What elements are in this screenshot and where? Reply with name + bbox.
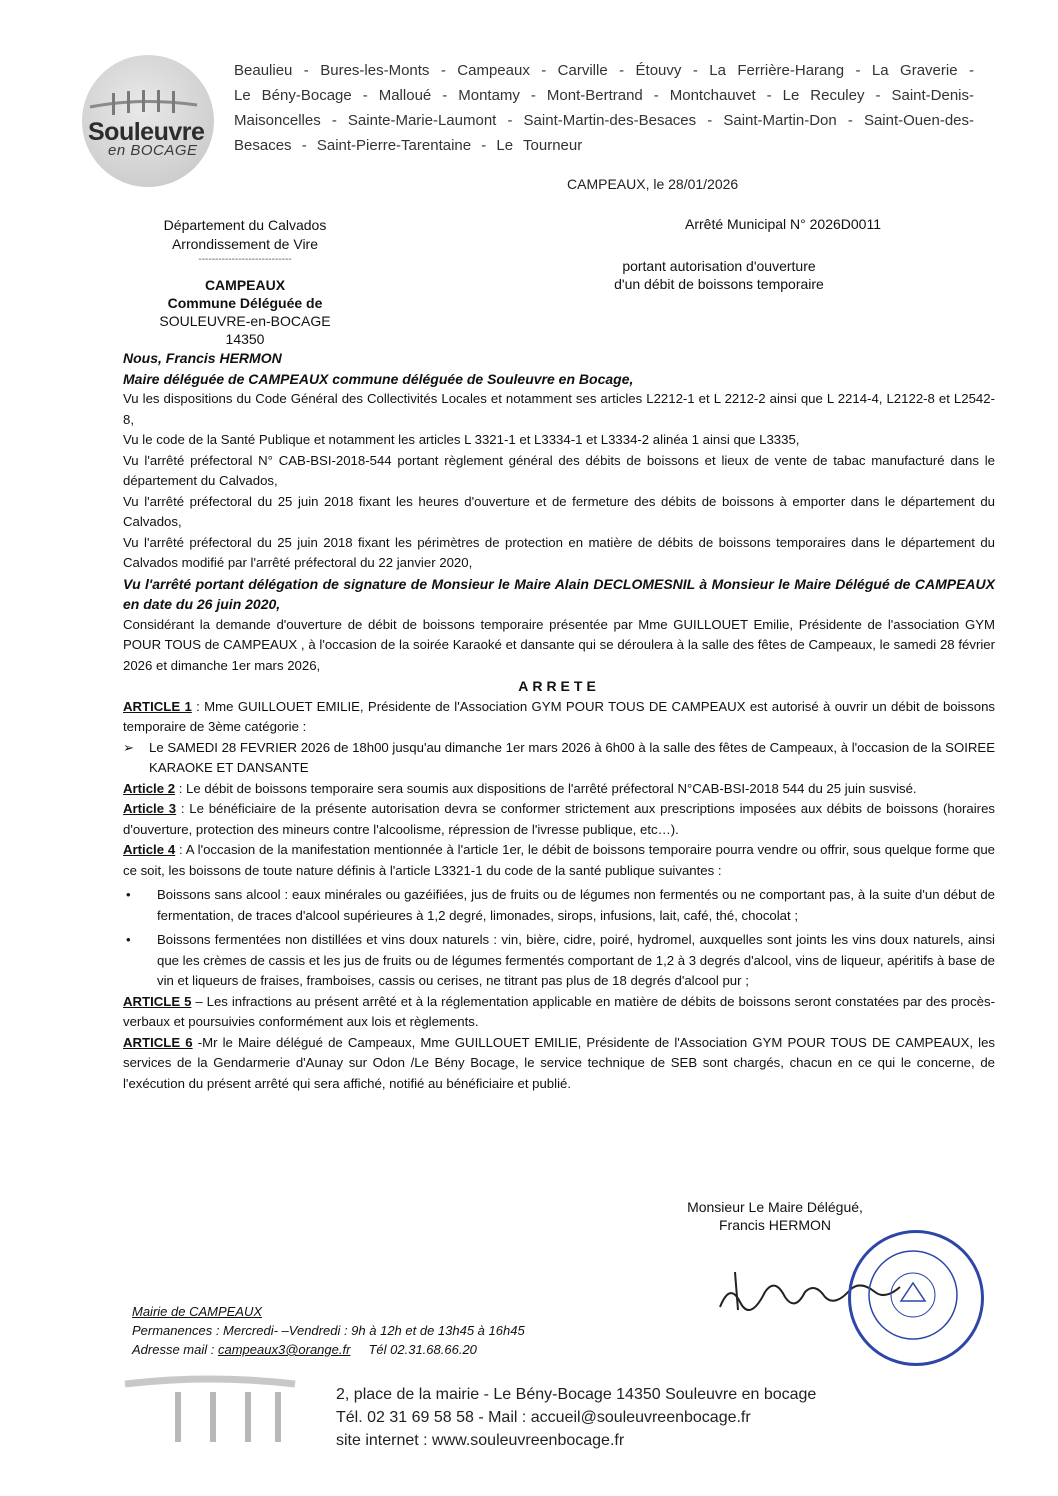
signature-block [655,1198,895,1234]
document-date: CAMPEAUX, le 28/01/2026 [567,176,739,192]
article-2-label: Article 2 [123,780,176,796]
vu-5: Vu l'arrêté préfectoral du 25 juin 2018 fixant les périmètres de protection en matière de débits de boissons temporaires dans le département du Calvados modifié par l'arrêté préfectoral du 22 janvier 2020, [123,534,995,570]
logo-text-bocage: en BOCAGE [108,142,198,159]
arrete-title: ARRETE [518,678,600,694]
official-stamp [848,1230,984,1366]
article-6-text: -Mr le Maire délégué de Campeaux, Mme GUILLOUET EMILIE, Présidente de l'Association GYM POUR TOUS DE CAMPEAUX, les services de la Gendarmerie d'Aunay sur Odon /Le Bény Bocage, le service technique de SEB sont chargés, chacun en ce qui le concerne, de l'exécution du présent arrêté qui sera affiché, notifié au bénéficiaire et publié. [123,1034,996,1091]
postal-code: 14350 [225,331,265,347]
arrow-icon: ➢ [123,739,135,755]
mail-line [132,1340,525,1359]
article-1-item [123,738,995,779]
logo-text-souleuvre: Souleuvre [88,118,205,146]
arrete-subject-line2: d'un débit de boissons temporaire [614,276,824,292]
article-4-bullet-2 [123,930,995,992]
permanences-label: Permanences : [132,1323,224,1338]
nous-line: Nous, Francis HERMON [123,350,282,366]
bullet-icon: • [126,887,131,902]
article-3 [123,799,995,840]
article-6-label: ARTICLE 6 [123,1034,193,1050]
vu-4: Vu l'arrêté préfectoral du 25 juin 2018 fixant les heures d'ouverture et de fermeture des débits de boissons à emporter dans le département du Calvados, [123,493,995,529]
mairie-info [132,1302,525,1359]
footer-address: 2, place de la mairie - Le Bény-Bocage 14350 Souleuvre en bocage [336,1386,817,1403]
mail-link[interactable]: campeaux3@orange.fr [217,1342,351,1357]
arrondissement-name: Arrondissement de Vire [171,236,319,252]
mairie-tel: Tél 02.31.68.66.20 [368,1342,477,1357]
article-1-text: : Mme GUILLOUET EMILIE, Présidente de l'Association GYM POUR TOUS DE CAMPEAUX est autorisé à ouvrir un débit de boissons temporaire de 3ème catégorie : [123,698,996,734]
article-4 [123,840,995,881]
souleuvre-name: SOULEUVRE-en-BOCAGE [159,313,331,329]
department-block [140,216,350,266]
communes-list: Beaulieu - Bures-les-Monts - Campeaux - Carville - Étouvy - La Ferrière-Harang - La Graverie - Le Bény-Bocage - Malloué - Montamy - Mont-Bertrand - Montchauvet - Le Reculey - Saint-Denis-Maisoncelles - Sainte-Marie-Laumont - Saint-Martin-des-Besaces - Saint-Martin-Don - Saint-Ouen-des-Besaces - Saint-Pierre-Tarentaine - Le Tourneur [234,62,974,154]
footer-address-block [336,1383,816,1452]
article-4-bullet-1-text: Boissons sans alcool : eaux minérales ou gazéifiées, jus de fruits ou de légumes non fermentés ou ne comportant pas, à la suite d'un début de fermentation, de traces d'alcool supérieures à 1,2 degré, limonades, sirops, infusions, lait, café, thé, chocolat ; [157,887,995,923]
article-1-item-text: Le SAMEDI 28 FEVRIER 2026 de 18h00 jusqu'au dimanche 1er mars 2026 à 6h00 à la salle des fêtes de Campeaux, à l'occasion de la SOIREE KARAOKE ET DANSANTE [149,739,995,775]
commune-name: CAMPEAUX [204,277,286,293]
arrete-subject [594,257,844,293]
footer-contact: Tél. 02 31 69 58 58 - Mail : accueil@souleuvreenbocage.fr [336,1409,751,1426]
stamp-seal-icon [851,1233,981,1363]
article-4-bullet-2-text: Boissons fermentées non distillées et vins doux naturels : vin, bière, cidre, poiré, hydromel, auxquelles sont joints les vins doux naturels, ainsi que les crèmes de cassis et les jus de fruits ou de légumes fermentés comportant de 1,2 à 3 degrés d'alcool, vins de liqueur, apéritifs à base de vin et liqueurs de fraises, framboises, cassis ou cerises, ne titrant pas plus de 18 degrés d'alcool pur ; [157,932,995,988]
footer-website: site internet : www.souleuvreenbocage.fr [336,1432,625,1449]
maire-line: Maire déléguée de CAMPEAUX commune déléguée de Souleuvre en Bocage, [123,370,634,387]
article-5-label: ARTICLE 5 [123,993,192,1009]
bullet-icon: • [126,932,131,947]
signatory-title: Monsieur Le Maire Délégué, [687,1199,863,1215]
vu-1: Vu les dispositions du Code Général des Collectivités Locales et notamment ses articles L2212-1 et L 2212-2 ainsi que L 2214-4, L2122-8 et L2542-8, [123,391,995,427]
permanences-hours: Mercredi- –Vendredi : 9h à 12h et de 13h45 à 16h45 [223,1323,525,1338]
footer-bridge-icon [120,1372,300,1452]
permanences [132,1321,525,1340]
mairie-name: Mairie de CAMPEAUX [132,1304,263,1319]
mail-label: Adresse mail : [132,1342,218,1357]
article-5 [123,992,995,1033]
arrete-number: Arrêté Municipal N° 2026D0011 [685,216,881,232]
vu-3: Vu l'arrêté préfectoral N° CAB-BSI-2018-544 portant règlement général des débits de boissons et lieux de vente de tabac manufacturé dans le département du Calvados, [123,452,995,488]
article-3-text: : Le bénéficiaire de la présente autorisation devra se conformer strictement aux prescriptions imposées aux débits de boissons (horaires d'ouverture, protection des mineurs contre l'alcoolisme, répression de l'ivresse publique, etc…). [123,801,995,837]
article-4-bullet-1 [123,885,995,926]
article-5-text: – Les infractions au présent arrêté et à la réglementation applicable en matière de débits de boissons seront constatées par des procès-verbaux et poursuivies conformément aux lois et règlements. [123,993,995,1029]
article-4-text: : A l'occasion de la manifestation mentionnée à l'article 1er, le débit de boissons temporaire pourra vendre ou offrir, sous quelque forme que ce soit, les boissons de toute nature définis à l'article L3321-1 du code de la santé publique suivantes : [123,842,996,878]
document-body [123,348,995,1094]
vu-2: Vu le code de la Santé Publique et notamment les articles L 3321-1 et L3334-1 et L3334-2 alinéa 1 ainsi que L3335, [123,432,800,447]
vu-6: Vu l'arrêté portant délégation de signature de Monsieur le Maire Alain DECLOMESNIL à Monsieur le Maire Délégué de CAMPEAUX en date du 26 juin 2020, [123,575,995,612]
article-2 [123,779,995,800]
article-1-label: ARTICLE 1 [123,698,192,714]
article-3-label: Article 3 [123,801,177,816]
article-4-label: Article 4 [123,842,176,857]
department-name: Département du Calvados [163,217,327,233]
signatory-name: Francis HERMON [718,1217,831,1233]
article-6 [123,1033,995,1095]
separator: ---------------------------- [198,254,292,265]
article-1 [123,697,995,738]
commune-block [120,276,370,348]
commune-deleguee: Commune Déléguée de [167,295,323,311]
article-2-text: : Le débit de boissons temporaire sera soumis aux dispositions de l'arrêté préfectoral N°CAB-BSI-2018 544 du 25 juin susvisé. [175,780,917,796]
considerant: Considérant la demande d'ouverture de débit de boissons temporaire présentée par Mme GUILLOUET Emilie, Présidente de l'association GYM POUR TOUS de CAMPEAUX , à l'occasion de la soirée Karaoké et dansante qui se déroulera à la salle des fêtes de Campeaux, le samedi 28 février 2026 et dimanche 1er mars 2026, [123,616,995,673]
arrete-subject-line1: portant autorisation d'ouverture [622,258,816,274]
